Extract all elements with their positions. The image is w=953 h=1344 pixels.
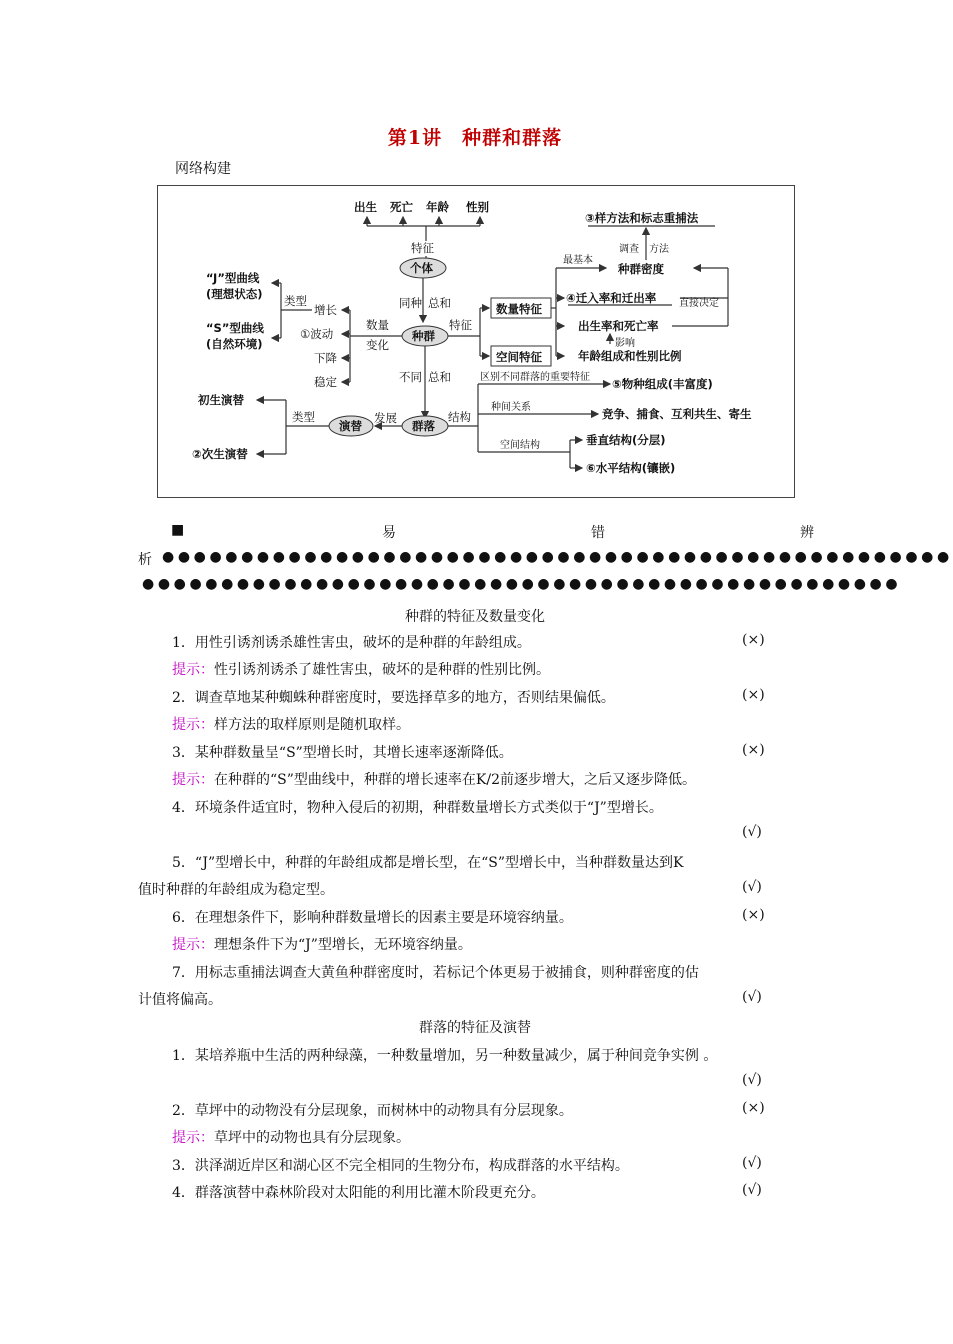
node-individual-label: 个体 bbox=[410, 261, 433, 275]
part1-h1 bbox=[172, 659, 550, 679]
part2-q1: 1．某培养瓶中生活的两种绿藻，一种数量增加，另一种数量减少，属于种间竞争实例 。 bbox=[172, 1048, 718, 1064]
part1-q5: 5．“J”型增长中，种群的年龄组成都是增长型，在“S”型增长中，当种群数量达到K bbox=[172, 855, 684, 871]
part1-q7: 7．用标志重捕法调查大黄鱼种群密度时，若标记个体更易于被捕食，则种群密度的估 bbox=[172, 965, 699, 981]
label-xiajiang: 下降 bbox=[314, 351, 337, 365]
label-diff-species: 不同 bbox=[399, 370, 422, 384]
label-spatial-structure: 空间结构 bbox=[500, 440, 540, 451]
part2-q4-mark: (√) bbox=[742, 1182, 762, 1198]
part1-q7-mark: (√) bbox=[742, 989, 762, 1005]
label-zengzhang: 增长 bbox=[314, 303, 337, 317]
top-item-birth: 出生 bbox=[354, 200, 377, 214]
label-migration: ④迁入率和迁出率 bbox=[566, 291, 657, 305]
part1-q5-cont: 值时种群的年龄组成为稳定型。 bbox=[138, 882, 334, 898]
part1-q3-mark: (×) bbox=[742, 742, 765, 758]
part2-q3: 3．洪泽湖近岸区和湖心区不完全相同的生物分布，构成群落的水平结构。 bbox=[172, 1158, 629, 1174]
label-bianhua: 变化 bbox=[366, 338, 389, 352]
part1-title: 种群的特征及数量变化 bbox=[405, 609, 545, 625]
label-j-curve: “J”型曲线 bbox=[206, 271, 260, 285]
section-char-1: 易 bbox=[382, 525, 396, 541]
hint-text: 在种群的“S”型曲线中，种群的增长速率在K/2前逐步增大，之后又逐步降低。 bbox=[214, 772, 696, 788]
label-zonghe1: 总和 bbox=[428, 296, 451, 310]
label-relations: 竞争、捕食、互利共生、寄生 bbox=[602, 407, 752, 421]
dotted-leader-2: ●●●●●●●●●●●●●●●●●●●●●●●●●●●●●●●●●●●●●●●●●●●●●●●● bbox=[142, 576, 902, 592]
part1-q1-mark: (×) bbox=[742, 632, 765, 648]
page-title: 第1讲 种群和群落 bbox=[387, 127, 563, 149]
part1-h3 bbox=[172, 769, 696, 789]
part1-q3: 3．某种群数量呈“S”型增长时，其增长速率逐渐降低。 bbox=[172, 745, 513, 761]
label-tezheng: 特征 bbox=[411, 241, 434, 255]
hint-text: 理想条件下为“J”型增长，无环境容纳量。 bbox=[214, 937, 472, 953]
label-yingxiang: 影响 bbox=[615, 338, 635, 349]
section-char-4: 析 bbox=[138, 552, 152, 568]
hint-text: 样方法的取样原则是随机取样。 bbox=[214, 717, 410, 733]
label-j-curve-note: (理想状态) bbox=[206, 287, 263, 301]
label-diaocha: 调查 bbox=[619, 244, 639, 255]
label-birth-death: 出生率和死亡率 bbox=[578, 319, 659, 333]
label-horizontal: ⑥水平结构(镶嵌) bbox=[586, 461, 676, 475]
label-fangfa: 方法 bbox=[649, 244, 669, 255]
label-zonghe2: 总和 bbox=[428, 370, 451, 384]
top-item-death: 死亡 bbox=[390, 200, 413, 214]
section-square: ■ bbox=[171, 522, 185, 538]
label-s-curve-note: (自然环境) bbox=[206, 337, 263, 351]
label-bodong: ①波动 bbox=[300, 327, 334, 341]
label-vertical: 垂直结构(分层) bbox=[586, 433, 666, 447]
part2-q1-mark: (√) bbox=[742, 1072, 762, 1088]
section-char-2: 错 bbox=[591, 525, 605, 541]
part2-q2-mark: (×) bbox=[742, 1100, 765, 1116]
part1-q7-cont: 计值将偏高。 bbox=[138, 992, 222, 1008]
part2-q4: 4．群落演替中森林阶段对太阳能的利用比灌木阶段更充分。 bbox=[172, 1185, 545, 1201]
label-tezheng2: 特征 bbox=[449, 318, 472, 332]
top-item-age: 年龄 bbox=[426, 200, 449, 214]
hint-label: 提示： bbox=[172, 1130, 214, 1146]
part1-q4: 4．环境条件适宜时，物种入侵后的初期，种群数量增长方式类似于“J”型增长。 bbox=[172, 800, 663, 816]
hint-text: 草坪中的动物也具有分层现象。 bbox=[214, 1130, 410, 1146]
label-wending: 稳定 bbox=[314, 375, 337, 389]
label-shuliang: 数量 bbox=[366, 318, 389, 332]
label-zuijiben: 最基本 bbox=[563, 255, 593, 266]
part1-q6: 6．在理想条件下，影响种群数量增长的因素主要是环境容纳量。 bbox=[172, 910, 573, 926]
part1-q1: 1．用性引诱剂诱杀雄性害虫，破坏的是种群的年龄组成。 bbox=[172, 635, 531, 651]
part1-h2 bbox=[172, 714, 410, 734]
network-label: 网络构建 bbox=[175, 161, 231, 177]
label-important-feature: 区别不同群落的重要特征 bbox=[480, 372, 590, 383]
hint-label: 提示： bbox=[172, 662, 214, 678]
label-interspecies: 种间关系 bbox=[491, 402, 531, 413]
label-s-curve: “S”型曲线 bbox=[206, 321, 264, 335]
part1-h6 bbox=[172, 934, 472, 954]
hint-label: 提示： bbox=[172, 772, 214, 788]
label-secondary: ②次生演替 bbox=[192, 447, 248, 461]
label-quantity-feature: 数量特征 bbox=[496, 302, 542, 316]
section-char-3: 辨 bbox=[800, 525, 814, 541]
part1-q2-mark: (×) bbox=[742, 687, 765, 703]
node-succession-label: 演替 bbox=[339, 419, 362, 433]
part2-q2: 2．草坪中的动物没有分层现象，而树林中的动物具有分层现象。 bbox=[172, 1103, 573, 1119]
node-community-label: 群落 bbox=[412, 419, 435, 433]
hint-text: 性引诱剂诱杀了雄性害虫，破坏的是种群的性别比例。 bbox=[214, 662, 550, 678]
label-primary: 初生演替 bbox=[198, 393, 244, 407]
label-jiegou: 结构 bbox=[448, 410, 471, 424]
label-method: ③样方法和标志重捕法 bbox=[585, 211, 699, 225]
label-spatial-feature: 空间特征 bbox=[496, 350, 542, 364]
label-age-sex: 年龄组成和性别比例 bbox=[578, 349, 682, 363]
dotted-leader-1: ●●●●●●●●●●●●●●●●●●●●●●●●●●●●●●●●●●●●●●●●●●●●●●●●●● bbox=[162, 549, 953, 565]
part2-q3-mark: (√) bbox=[742, 1155, 762, 1171]
part1-q5-mark: (√) bbox=[742, 879, 762, 895]
label-composition: ⑤物种组成(丰富度) bbox=[612, 377, 713, 391]
top-item-sex: 性别 bbox=[466, 200, 489, 214]
part1-q2: 2．调查草地某种蜘蛛种群密度时，要选择草多的地方，否则结果偏低。 bbox=[172, 690, 615, 706]
part2-h2 bbox=[172, 1127, 410, 1147]
label-zhijie: 直接决定 bbox=[679, 298, 719, 309]
part1-q6-mark: (×) bbox=[742, 907, 765, 923]
label-leixing1: 类型 bbox=[284, 294, 307, 308]
part2-title: 群落的特征及演替 bbox=[419, 1020, 531, 1036]
label-same-species: 同种 bbox=[399, 296, 422, 310]
hint-label: 提示： bbox=[172, 937, 214, 953]
label-density: 种群密度 bbox=[618, 262, 664, 276]
node-population-label: 种群 bbox=[412, 329, 435, 343]
concept-map bbox=[157, 185, 795, 498]
label-fazhan: 发展 bbox=[374, 411, 397, 425]
hint-label: 提示： bbox=[172, 717, 214, 733]
label-leixing2: 类型 bbox=[292, 410, 315, 424]
concept-map-svg bbox=[158, 186, 794, 497]
part1-q4-mark: (√) bbox=[742, 824, 762, 840]
